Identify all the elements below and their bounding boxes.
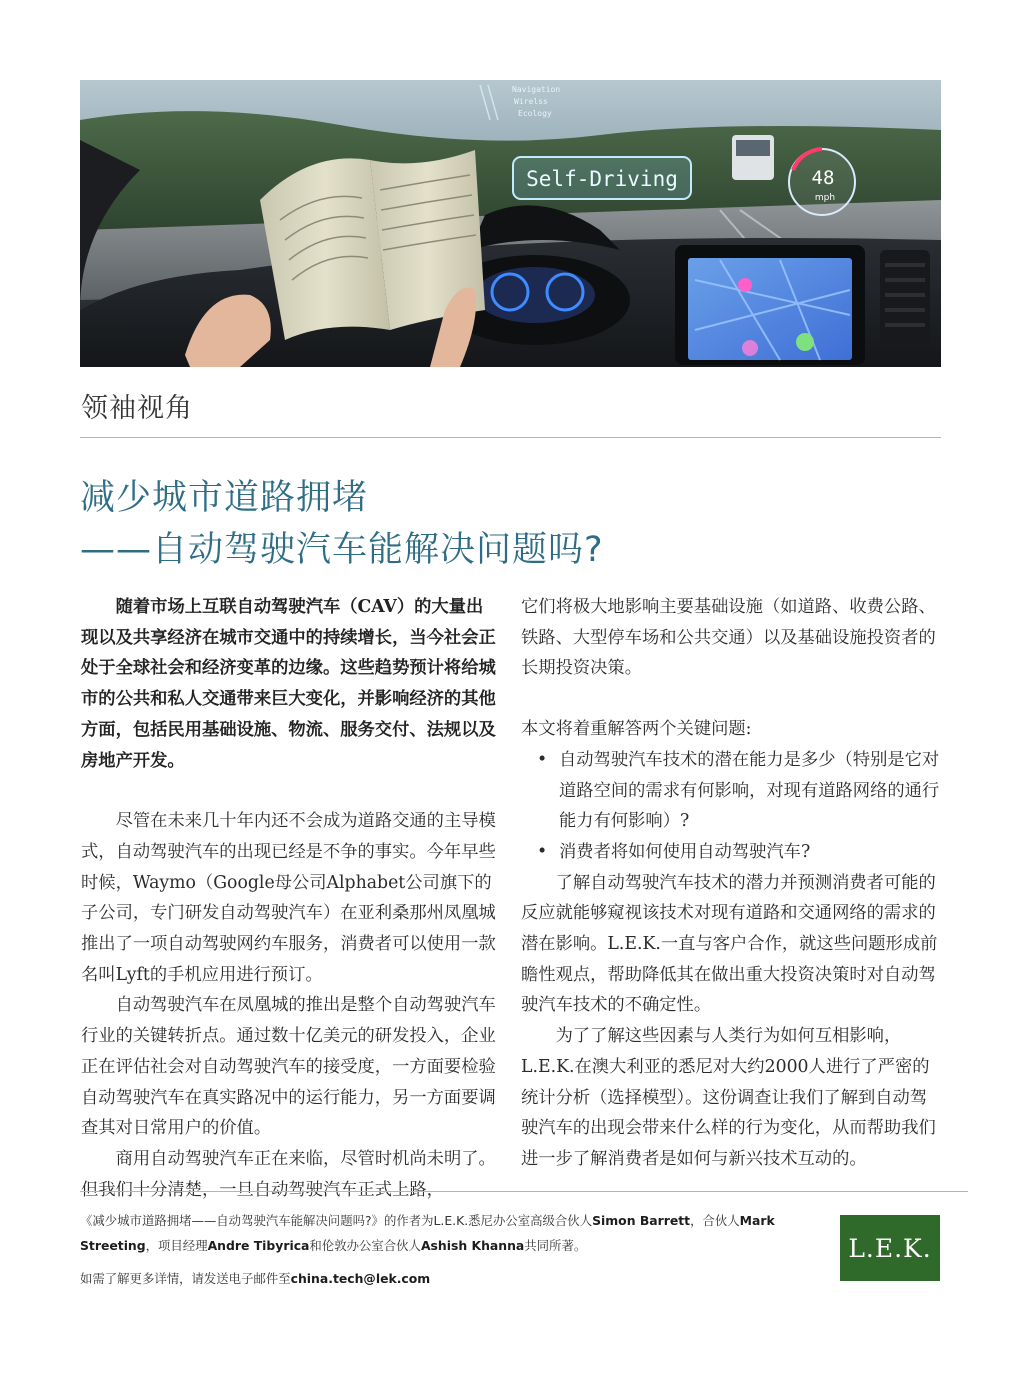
body-paragraph-5: 为了了解这些因素与人类行为如何互相影响，L.E.K.在澳大利亚的悉尼对大约2000人进行了严密的统计分析（选择模型）。这份调查让我们了解到自动驾驶汽车的出现会带来什么样的行为变化，从而帮助我们进一步了解消费者是如何与新兴技术互动的。 <box>521 1026 936 1169</box>
lead-paragraph <box>81 592 499 776</box>
page-title <box>80 472 940 576</box>
author-name: Andre Tibyrica <box>207 1238 310 1253</box>
bullet-icon: • <box>537 749 548 770</box>
author-credits <box>80 1208 820 1258</box>
lead-text: 随着市场上互联自动驾驶汽车（CAV）的大量出现以及共享经济在城市交通中的持续增长，当今社会正处于全球社会和经济变革的边缘。这些趋势预计将给城市的公共和私人交通带来巨大变化，并影响经济的其他方面，包括民用基础设施、物流、服务交付、法规以及房地产开发。 <box>81 597 496 771</box>
questions-intro: 本文将着重解答两个关键问题: <box>521 719 752 740</box>
author-name: Ashish Khanna <box>420 1238 525 1253</box>
body-paragraph-4: 了解自动驾驶汽车技术的潜力并预测消费者可能的反应就能够窥视该技术对现有道路和交通网络的需求的潜在影响。L.E.K.一直与客户合作，就这些问题形成前瞻性观点，帮助降低其在做出重大投资决策时对自动驾驶汽车技术的不确定性。 <box>521 872 938 1016</box>
title-line-1: 减少城市道路拥堵 <box>80 478 369 518</box>
credit-text: 《减少城市道路拥堵——自动驾驶汽车能解决问题吗?》的作者为L.E.K.悉尼办公室高级合伙人 <box>80 1213 593 1228</box>
list-item <box>521 745 941 837</box>
section-divider <box>80 437 941 438</box>
hud-speed: 48 <box>811 167 835 189</box>
author-name: Mark Streeting <box>80 1213 775 1253</box>
hud-speed-unit: mph <box>814 193 836 203</box>
hud-line-navigation: Navigation <box>512 85 561 94</box>
left-column <box>81 592 499 1205</box>
credit-text: 和伦敦办公室合伙人 <box>309 1238 421 1253</box>
credit-text: ，合伙人 <box>690 1213 740 1228</box>
hud-line-wirelss: Wirelss <box>514 97 548 106</box>
hud-line-ecology: Ecology <box>518 109 552 118</box>
title-line-2: ——自动驾驶汽车能解决问题吗? <box>80 530 604 570</box>
questions-list <box>521 745 941 868</box>
list-item <box>521 837 941 868</box>
contact-line <box>80 1266 820 1291</box>
right-column <box>521 592 941 1175</box>
hud-label: Self-Driving <box>526 167 678 191</box>
hero-illustration <box>80 80 941 367</box>
bullet-icon: • <box>537 841 548 862</box>
credit-text: 共同所著。 <box>524 1238 587 1253</box>
footer <box>80 1208 820 1291</box>
section-label: 领袖视角 <box>81 393 193 424</box>
email-link[interactable]: china.tech@lek.com <box>290 1271 431 1286</box>
body-paragraph-2: 自动驾驶汽车在凤凰城的推出是整个自动驾驶汽车行业的关键转折点。通过数十亿美元的研发投入，企业正在评估社会对自动驾驶汽车的接受度，一方面要检验自动驾驶汽车在真实路况中的运行能力，另一方面要调查其对日常用户的价值。 <box>81 995 496 1139</box>
contact-text: 如需了解更多详情，请发送电子邮件至 <box>80 1271 291 1286</box>
body-paragraph-3: 商用自动驾驶汽车正在来临，尽管时机尚未明了。但我们十分清楚，一旦自动驾驶汽车正式上路， <box>81 1148 496 1200</box>
lek-logo: L.E.K. <box>840 1215 940 1281</box>
body-paragraph-1: 尽管在未来几十年内还不会成为道路交通的主导模式，自动驾驶汽车的出现已经是不争的事实。今年早些时候，Waymo（Google母公司Alphabet公司旗下的子公司，专门研发自动驾驶汽车）在亚利桑那州凤凰城推出了一项自动驾驶网约车服务，消费者可以使用一款名叫Lyft的手机应用进行预订。 <box>81 811 496 985</box>
footer-divider <box>80 1191 968 1192</box>
list-item-text: 自动驾驶汽车技术的潜在能力是多少（特别是它对道路空间的需求有何影响，对现有道路网络的通行能力有何影响）? <box>559 749 940 832</box>
body-paragraph-continued: 它们将极大地影响主要基础设施（如道路、收费公路、铁路、大型停车场和公共交通）以及基础设施投资者的长期投资决策。 <box>521 597 936 679</box>
hero-image <box>80 80 941 367</box>
list-item-text: 消费者将如何使用自动驾驶汽车? <box>559 841 811 862</box>
author-name: Simon Barrett <box>592 1213 691 1228</box>
credit-text: ，项目经理 <box>145 1238 208 1253</box>
